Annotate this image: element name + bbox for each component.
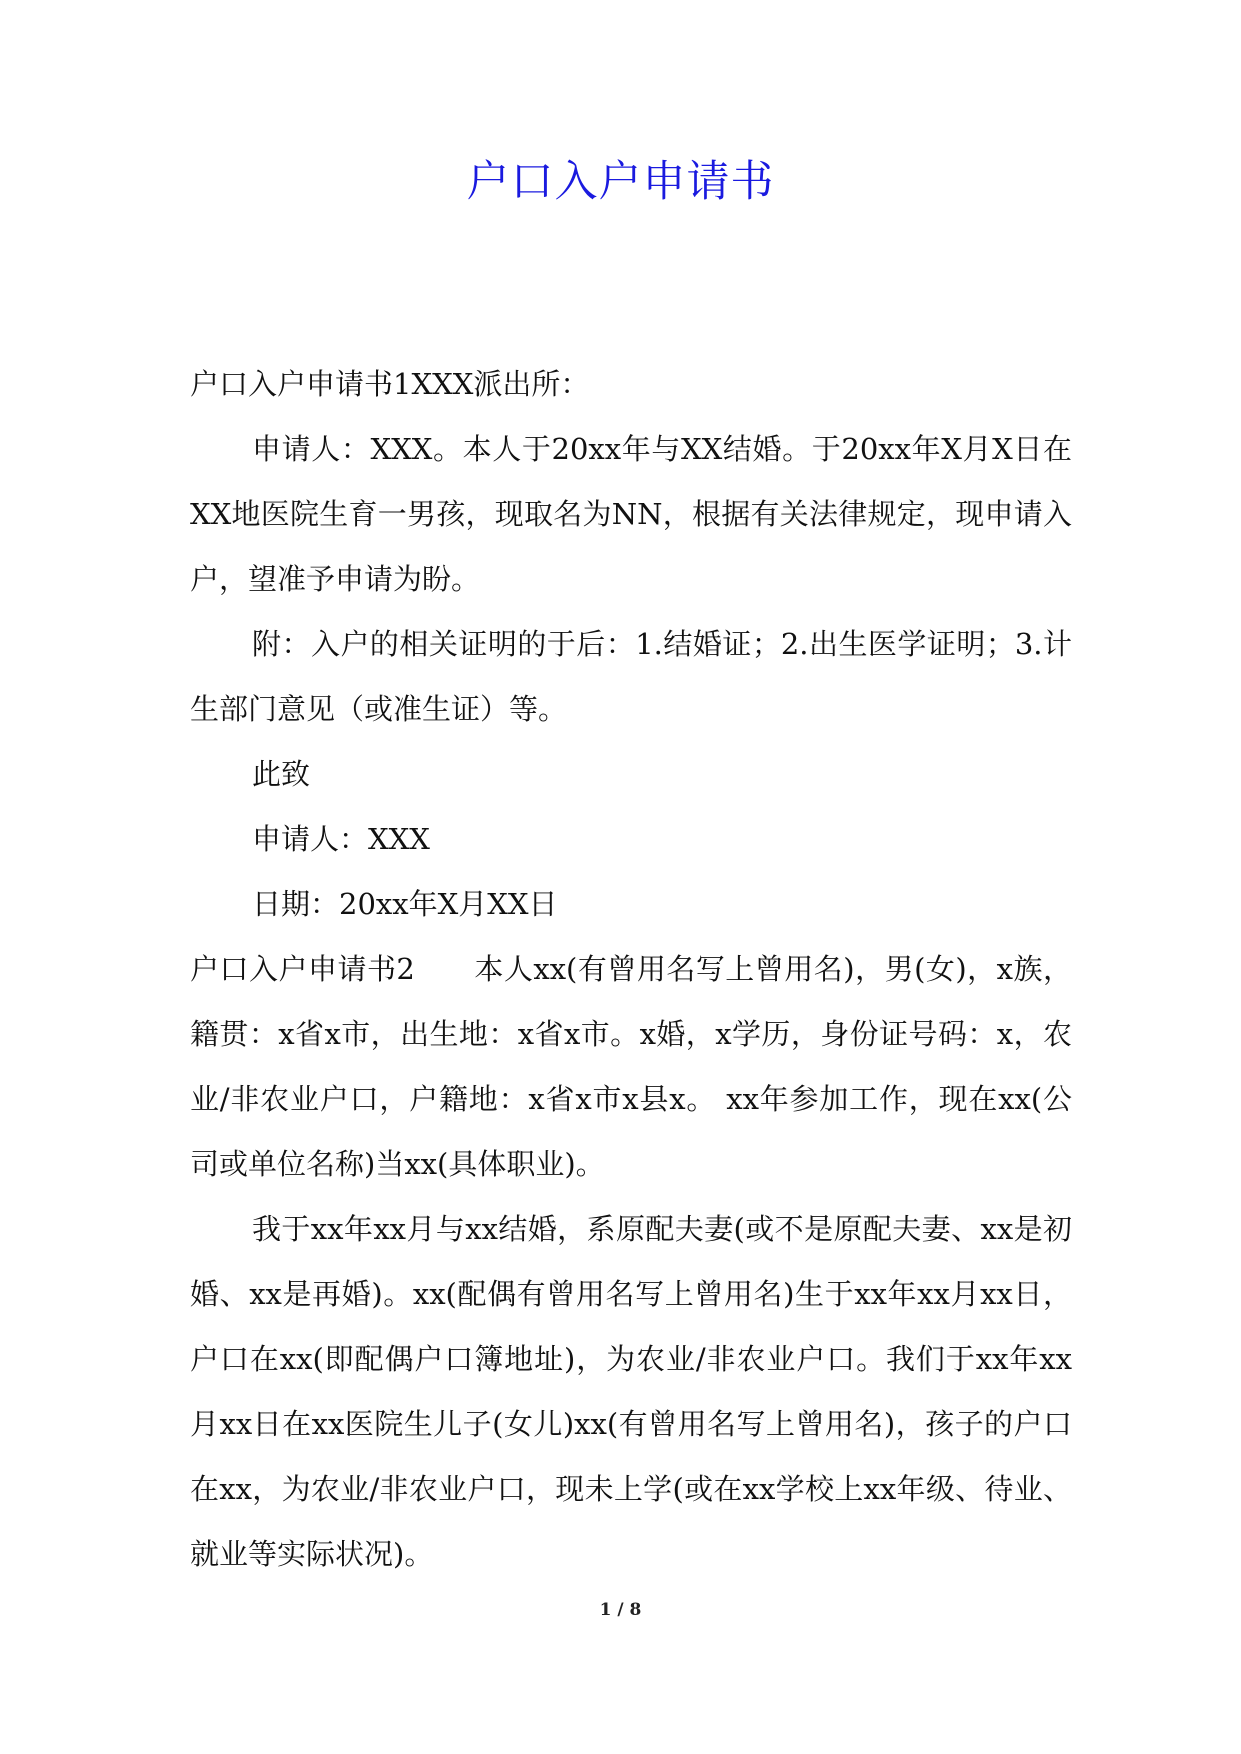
paragraph-addressee: 户口入户申请书1XXX派出所：: [190, 367, 590, 401]
paragraph-date: 日期：20xx年X月XX日: [252, 887, 558, 921]
paragraph-signature: 申请人：XXX: [252, 822, 430, 856]
page-number: 1 / 8: [599, 1600, 642, 1620]
paragraph-applicant-statement: 申请人：XXX。本人于20xx年与XX结婚。于20xx年X月X日在XX地医院生育一男孩，现取名为NN，根据有关法律规定，现申请入户，望准予申请为盼。: [190, 432, 1072, 596]
paragraph-attachments: 附：入户的相关证明的于后：1.结婚证；2.出生医学证明；3.计生部门意见（或准生证）等。: [190, 627, 1072, 726]
document-body: [190, 352, 1072, 1587]
paragraph-closing: 此致: [252, 757, 311, 791]
document-title: 户口入户申请书: [466, 157, 775, 207]
paragraph-sample-two-marriage: 我于xx年xx月与xx结婚，系原配夫妻(或不是原配夫妻、xx是初婚、xx是再婚)。xx(配偶有曾用名写上曾用名)生于xx年xx月xx日，户口在xx(即配偶户口簿地址)，为农业/非农业户口。我们于xx年xx月xx日在xx医院生儿子(女儿)xx(有曾用名写上曾用名)，孩子的户口在xx，为农业/非农业户口，现未上学(或在xx学校上xx年级、待业、就业等实际状况)。: [190, 1212, 1072, 1571]
paragraph-sample-two-intro: 户口入户申请书2 本人xx(有曾用名写上曾用名)，男(女)，x族，籍贯：x省x市，出生地：x省x市。x婚，x学历，身份证号码：x，农业/非农业户口，户籍地：x省x市x县x。 xx年参加工作，现在xx(公司或单位名称)当xx(具体职业)。: [190, 952, 1072, 1181]
